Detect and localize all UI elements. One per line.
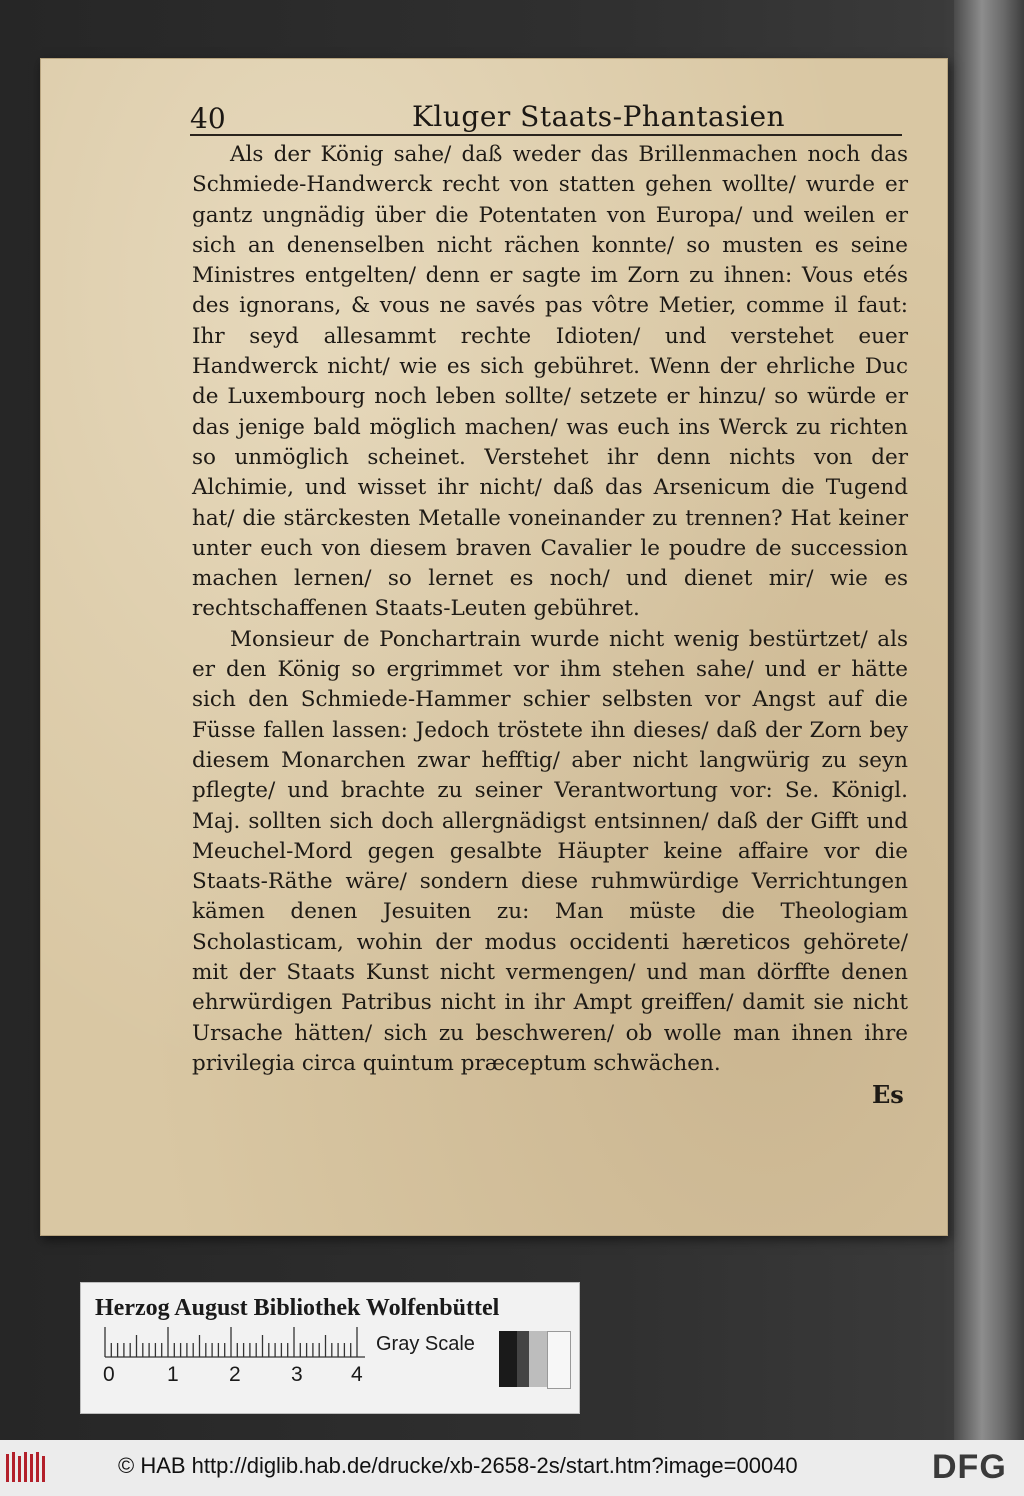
scale-number-2: 2: [229, 1363, 241, 1386]
library-label-card: [80, 1282, 580, 1414]
gray-swatch-black: [499, 1331, 517, 1387]
viewer-footer: [0, 1440, 1024, 1496]
catchword: Es: [872, 1080, 904, 1109]
dfg-logo: DFG: [932, 1448, 1007, 1486]
paragraph-2: Monsieur de Ponchartrain wurde nicht wenig bestürtzet/ als er den König so ergrimmet vor ihm stehen sahe/ und er hätte sich den Schmiede-Hammer schier selbsten vor Angst auf die Füsse fallen lassen: Jedoch tröstete ihn dieses/ daß der Zorn bey diesem Monarchen zwar hefftig/ aber nicht langwürig zu seyn pflegte/ und brachte zu seiner Verantwortung vor: Se. Königl. Maj. sollten sich doch allergnädigst entsinnen/ daß der Gifft und Meuchel-Mord gegen gesalbte Häupter keine affaire vor die Staats-Räthe wäre/ sondern diese ruhmwürdige Verrichtungen kämen denen Jesuiten zu: Man müste die Theologiam Scholasticam, wohin der modus occidenti hæreticos gehörete/ mit der Staats Kunst nicht vermengen/ und man dörffte denen ehrwürdigen Patribus nicht in ihr Ampt greiffen/ damit sie nicht Ursache hätten/ sich zu beschweren/ ob wolle man ihnen ihre privilegia circa quintum præceptum schwächen.: [192, 626, 908, 1076]
book-edge: [954, 0, 1024, 1440]
scale-number-3: 3: [291, 1363, 303, 1386]
page-header: [190, 100, 910, 136]
library-name: Herzog August Bibliothek Wolfenbüttel: [95, 1295, 500, 1321]
body-text: [192, 140, 908, 1079]
gray-scale-label: Gray Scale: [376, 1333, 475, 1355]
hab-barcode-icon: [6, 1450, 50, 1486]
running-title: Kluger Staats-Phantasien: [412, 100, 786, 133]
gray-swatch-light: [529, 1331, 547, 1387]
scale-number-1: 1: [167, 1363, 179, 1386]
scale-number-4: 4: [351, 1363, 363, 1386]
gray-swatch-dark: [517, 1331, 529, 1387]
page-number: 40: [190, 102, 226, 135]
gray-swatch-white: [547, 1331, 571, 1389]
paragraph-1: Als der König sahe/ daß weder das Brillenmachen noch das Schmiede-Handwerck recht von statten gehen wollte/ wurde er gantz ungnädig über die Potentaten von Europa/ und weilen er sich an denenselben nicht rächen konnte/ so musten es seine Ministres entgelten/ denn er sagte im Zorn zu ihnen: Vous etés des ignorans, & vous ne savés pas vôtre Metier, comme il faut: Ihr seyd allesammt rechte Idioten/ und verstehet euer Handwerck nicht/ wie es sich gebühret. Wenn der ehrliche Duc de Luxembourg noch leben sollte/ setzete er hinzu/ so würde er das jenige bald möglich machen/ was euch ins Werck zu richten so unmöglich scheinet. Verstehet ihr denn nichts von der Alchimie, und wisset ihr nicht/ daß das Arsenicum die Tugend hat/ die stärckesten Metalle voneinander zu trennen? Hat keiner unter euch von diesem braven Cavalier le poudre de succession machen lernen/ so lernet es noch/ und dienet mir/ wie es rechtschaffenen Staats-Leuten gebühret.: [192, 142, 908, 622]
citation-link[interactable]: © HAB http://diglib.hab.de/drucke/xb-2658-2s/start.htm?image=00040: [118, 1453, 798, 1478]
header-rule: [190, 134, 902, 136]
scale-number-0: 0: [103, 1363, 115, 1386]
